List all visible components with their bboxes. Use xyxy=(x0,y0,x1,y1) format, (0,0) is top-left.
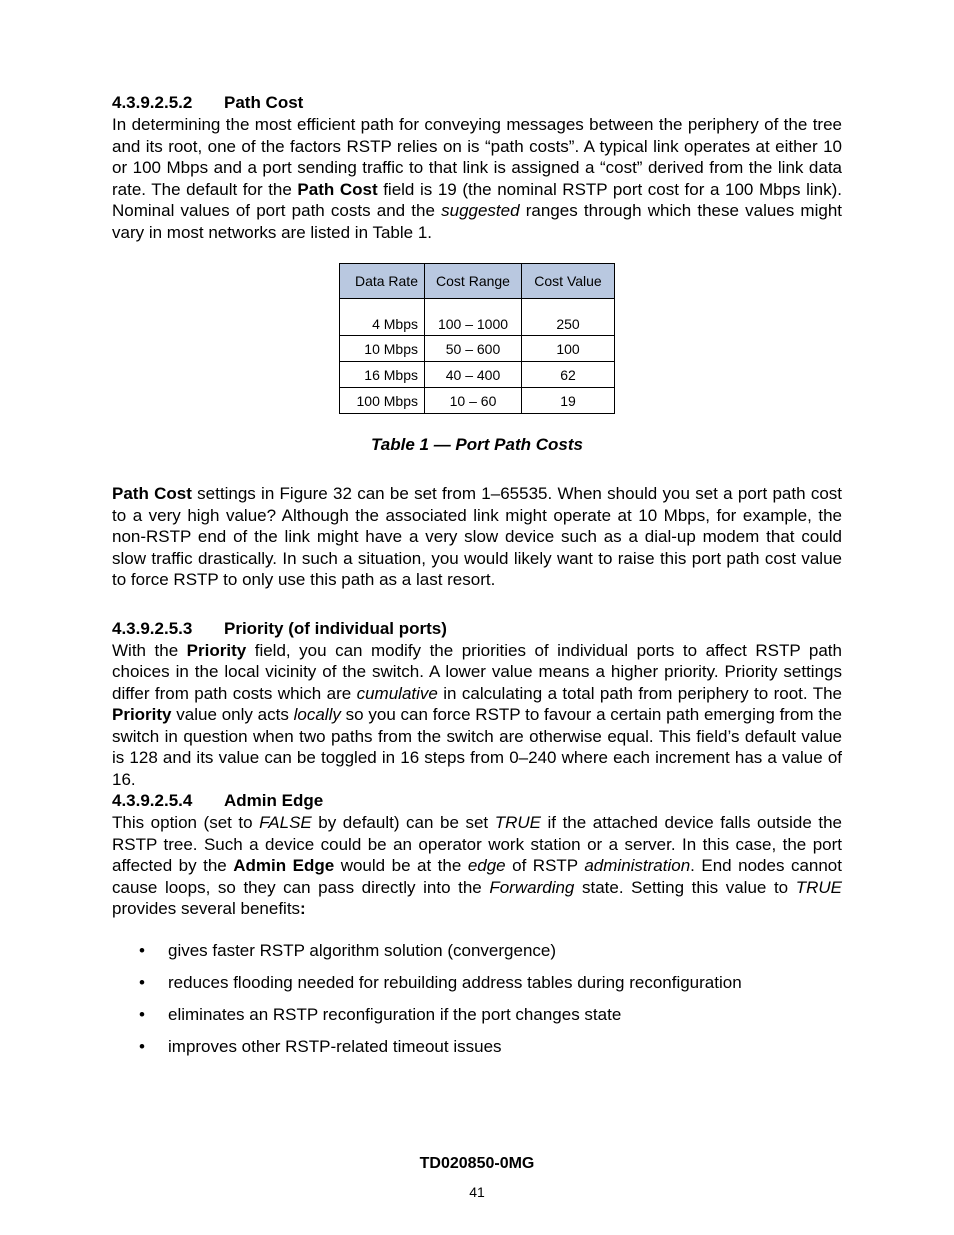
text-run: field, you can modify the priorities of individual ports to affect RSTP path choices in the local vicinity of the switch. A lower value means a higher priority. Priority settings differ from path costs which are xyxy=(112,640,842,703)
footer-document-id: TD020850-0MG xyxy=(419,1155,535,1172)
table-header-row xyxy=(340,264,615,299)
heading-priority xyxy=(112,618,842,640)
table-row xyxy=(340,336,615,362)
text-run: field is 19 (the nominal RSTP port cost for a 100 Mbps link). Nominal values of port path costs and the xyxy=(112,179,842,220)
text-run: by default) can be set xyxy=(311,813,495,832)
cell-cost-range: 50 – 600 xyxy=(425,336,522,362)
bullet-icon: • xyxy=(139,940,145,960)
list-item-text: gives faster RSTP algorithm solution (convergence) xyxy=(168,940,557,960)
list-item xyxy=(112,1036,842,1058)
footer-page-number: 41 xyxy=(469,1184,485,1200)
cell-data-rate: 4 Mbps xyxy=(340,299,425,336)
section-number: 4.3.9.2.5.4 xyxy=(112,791,193,810)
bullet-icon: • xyxy=(139,1004,145,1024)
text-run: state. Setting this value to xyxy=(574,877,796,897)
italic-term: TRUE xyxy=(494,813,541,832)
text-run: of RSTP xyxy=(505,856,585,875)
list-item xyxy=(112,972,842,994)
bullet-icon: • xyxy=(139,972,145,992)
list-item-text: reduces flooding needed for rebuilding address tables during reconfiguration xyxy=(168,972,742,992)
table-row xyxy=(340,299,615,336)
text-run: This option (set to xyxy=(112,813,260,832)
italic-term: locally xyxy=(293,705,341,724)
cell-cost-range: 10 – 60 xyxy=(425,388,522,414)
table-container xyxy=(112,263,842,414)
port-path-costs-table xyxy=(339,263,615,414)
list-item-text: improves other RSTP-related timeout issues xyxy=(168,1036,502,1056)
heading-admin-edge xyxy=(112,790,842,812)
table-caption: Table 1 — Port Path Costs xyxy=(371,435,583,454)
bold-term: Path Cost xyxy=(297,179,378,199)
cell-data-rate: 16 Mbps xyxy=(340,362,425,388)
header-cost-range: Cost Range xyxy=(425,264,522,299)
spacer xyxy=(112,456,842,483)
text-run: provides several benefits xyxy=(112,899,301,918)
section-number: 4.3.9.2.5.3 xyxy=(112,618,193,638)
text-run: would be at the xyxy=(334,856,468,875)
cell-cost-value: 100 xyxy=(522,336,615,362)
section-number: 4.3.9.2.5.2 xyxy=(112,93,193,112)
table-row xyxy=(340,388,615,414)
bold-term: : xyxy=(300,899,306,918)
cell-cost-range: 40 – 400 xyxy=(425,362,522,388)
italic-term: cumulative xyxy=(356,683,438,703)
text-run: With the xyxy=(112,640,187,660)
italic-term: Forwarding xyxy=(489,877,575,897)
cell-data-rate: 100 Mbps xyxy=(340,388,425,414)
section-title: Path Cost xyxy=(224,93,304,112)
text-run: In determining the most efficient path for conveying messages between the periphery of the tree and its root, one of the factors RSTP relies on is “path costs”. A typical link operates at either 10 or 100 Mbps and a port sending traffic to that link is assigned a “cost” derived from the link data rate. The default for the xyxy=(112,115,842,199)
spacer xyxy=(112,591,842,618)
header-data-rate: Data Rate xyxy=(340,264,425,299)
list-item-text: eliminates an RSTP reconfiguration if the port changes state xyxy=(168,1004,622,1024)
bold-term: Priority xyxy=(112,705,172,724)
text-run: so you can force RSTP to favour a certain path emerging from the switch in question when two paths from the switch are otherwise equal. This field’s default value is 128 and its value can be toggled in 16 steps from 0–240 where each increment has a value of 16. xyxy=(112,705,842,789)
cell-cost-value: 250 xyxy=(522,299,615,336)
text-run: ranges through which these values might vary in most networks are listed in Table 1. xyxy=(112,201,842,242)
heading-path-cost xyxy=(112,92,842,114)
path-cost-paragraph-1 xyxy=(112,114,842,243)
path-cost-paragraph-2 xyxy=(112,483,842,591)
italic-term: edge xyxy=(467,856,506,875)
list-item xyxy=(112,940,842,962)
list-item xyxy=(112,1004,842,1026)
text-run: in calculating a total path from periphery to root. The xyxy=(437,683,842,703)
italic-term: FALSE xyxy=(259,813,312,832)
cell-cost-range: 100 – 1000 xyxy=(425,299,522,336)
admin-edge-paragraph xyxy=(112,812,842,920)
header-cost-value: Cost Value xyxy=(522,264,615,299)
section-title: Admin Edge xyxy=(224,791,324,810)
text-run: settings in Figure 32 can be set from 1–65535. When should you set a port path cost to a very high value? Although the associated link might operate at 10 Mbps, for example, the non-RSTP end of the link might have a very slow device such as a dial-up modem that could slow traffic drastically. In such a situation, you would likely want to raise this port path cost value to force RSTP to only use this path as a last resort. xyxy=(112,484,843,589)
bullet-icon: • xyxy=(139,1036,145,1056)
cell-cost-value: 19 xyxy=(522,388,615,414)
table-row xyxy=(340,362,615,388)
benefits-list xyxy=(112,940,842,1058)
cell-data-rate: 10 Mbps xyxy=(340,336,425,362)
cell-cost-value: 62 xyxy=(522,362,615,388)
italic-term: administration xyxy=(584,856,691,875)
italic-term: suggested xyxy=(441,201,520,220)
italic-term: TRUE xyxy=(795,877,842,897)
text-run: if the attached device falls outside the RSTP tree. Such a device could be an operator work station or a server. In this case, the port affected by the xyxy=(112,813,842,875)
section-title: Priority (of individual ports) xyxy=(224,618,447,638)
text-run: value only acts xyxy=(171,705,294,724)
bold-term: Priority xyxy=(186,640,247,660)
priority-paragraph xyxy=(112,640,842,791)
bold-term: Path Cost xyxy=(112,484,192,503)
document-page xyxy=(112,92,842,1068)
text-run: . End nodes cannot cause loops, so they can pass directly into the xyxy=(112,856,842,897)
bold-term: Admin Edge xyxy=(233,856,335,875)
